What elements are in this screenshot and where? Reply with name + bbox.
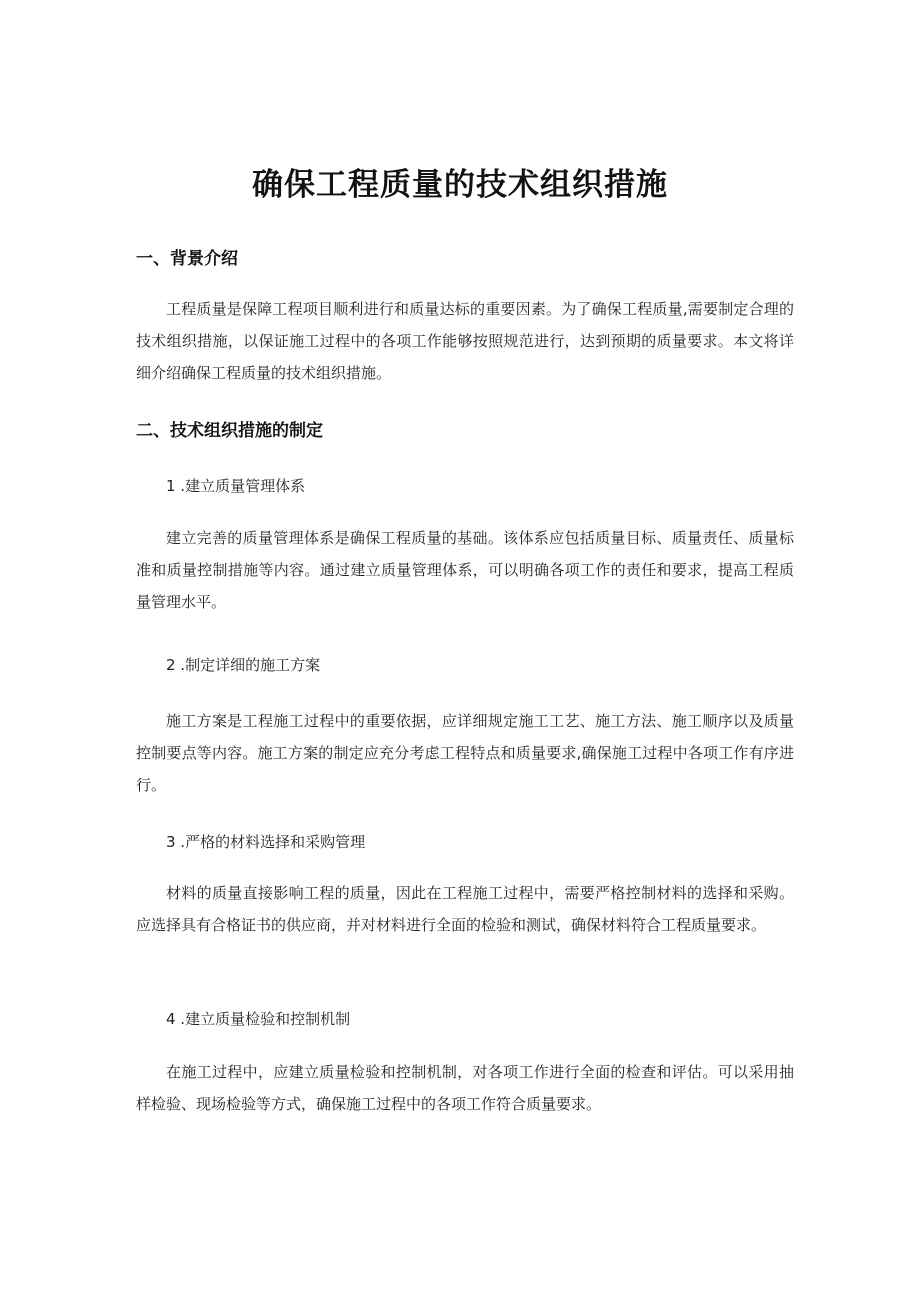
paragraph-item-4: 在施工过程中，应建立质量检验和控制机制，对各项工作进行全面的检查和评估。可以采用抽样检验、现场检验等方式，确保施工过程中的各项工作符合质量要求。 — [136, 1063, 794, 1113]
item-label-2: 2 .制定详细的施工方案 — [166, 656, 321, 674]
item-label-3: 3 .严格的材料选择和采购管理 — [166, 833, 366, 851]
section-heading-background: 一、背景介绍 — [136, 249, 238, 269]
paragraph-item-2: 施工方案是工程施工过程中的重要依据，应详细规定施工工艺、施工方法、施工顺序以及质量控制要点等内容。施工方案的制定应充分考虑工程特点和质量要求,确保施工过程中各项工作有序进行。 — [136, 712, 794, 794]
paragraph-item-3: 材料的质量直接影响工程的质量，因此在工程施工过程中，需要严格控制材料的选择和采购。应选择具有合格证书的供应商，并对材料进行全面的检验和测试，确保材料符合工程质量要求。 — [136, 884, 794, 934]
document-title: 确保工程质量的技术组织措施 — [252, 167, 668, 203]
section-heading-measures: 二、技术组织措施的制定 — [136, 421, 323, 441]
item-label-1: 1 .建立质量管理体系 — [166, 477, 306, 495]
paragraph-background: 工程质量是保障工程项目顺利进行和质量达标的重要因素。为了确保工程质量,需要制定合理的技术组织措施，以保证施工过程中的各项工作能够按照规范进行，达到预期的质量要求。本文将详细介绍确保工程质量的技术组织措施。 — [136, 300, 794, 382]
item-label-4: 4 .建立质量检验和控制机制 — [166, 1010, 351, 1028]
paragraph-item-1: 建立完善的质量管理体系是确保工程质量的基础。该体系应包括质量目标、质量责任、质量标准和质量控制措施等内容。通过建立质量管理体系，可以明确各项工作的责任和要求，提高工程质量管理水平。 — [136, 529, 794, 611]
